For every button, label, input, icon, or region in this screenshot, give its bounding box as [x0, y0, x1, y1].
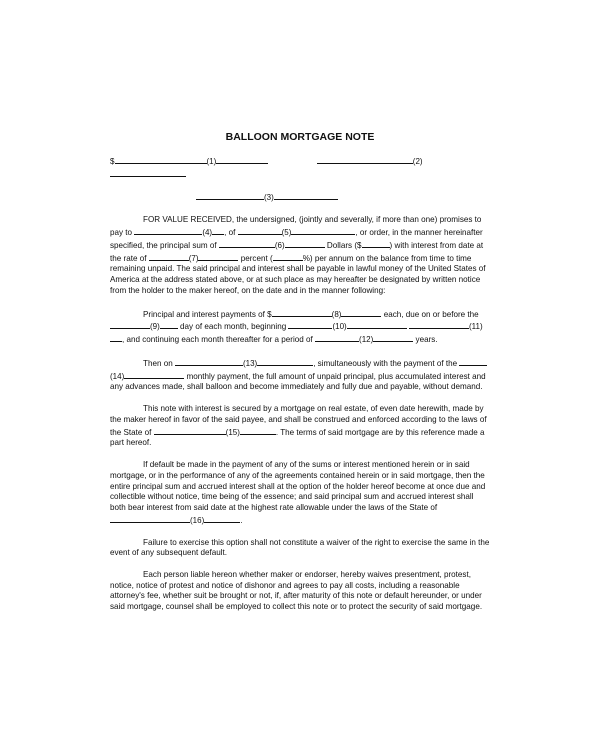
blank-field-10[interactable]	[288, 320, 332, 329]
paragraph-balloon: Then on (13) , simultaneously with the payment of the (14) monthly payment, the full amount of unpaid principal, plus accumulated interest and any advances made, shall balloon and become immediately and fully due and payable, without demand.	[110, 358, 486, 392]
document-title: BALLOON MORTGAGE NOTE	[225, 131, 375, 143]
blank-field-1[interactable]	[115, 155, 207, 164]
blank-field-6[interactable]	[219, 239, 275, 248]
blank-field-3[interactable]	[196, 191, 264, 200]
paragraph-secured: This note with interest is secured by a mortgage on real estate, of even date herewith, made by the maker hereof in favor of the said payee, and shall be construed and enforced according to the laws of the State of (15) . The terms of said mortgage are by this reference made a part hereof.	[110, 403, 487, 448]
paragraph-waiver: Failure to exercise this option shall not constitute a waiver of the right to exercise the same in the event of any subsequent default.	[110, 537, 490, 558]
paragraph-default: If default be made in the payment of any of the sums or interest mentioned herein or in said mortgage, or in the performance of any of the agreements contained herein or in said mortgage, then the entire principal sum and accrued interest shall at the option of the holder hereof become at once due and collectible without notice, time being of the essence; and said principal sum and accrued interest shall both bear interest from said date at the highest rate allowable under the laws of the State of (16) .	[110, 459, 486, 525]
blank-field-15[interactable]	[154, 426, 226, 435]
blank-field-13[interactable]	[175, 357, 243, 366]
blank-field-4[interactable]	[134, 226, 202, 235]
paragraph-value-received: FOR VALUE RECEIVED, the undersigned, (jointly and severally, if more than one) promises to pay to (4) , of (5) , or order, in the manner hereinafter specified, the principal sum of (6) Dollars ($ ) with interest from date at the rate of (7) percent ( %) per annum on the balance from time to time remaining unpaid. The said principal and interest shall be payable in lawful money of the United States of America at the address stated above, or at such place as may hereafter be designated by written notice from the holder to the maker hereof, on the date and in the manner following:	[110, 215, 486, 295]
paragraph-payments: Principal and interest payments of $ (8) each, due on or before the (9) day of each month, beginning (10) (11), and continuing each month thereafter for a period of (12) years.	[110, 308, 490, 346]
blank-field-6-amount[interactable]	[362, 239, 390, 248]
header-line-2: (3)	[110, 191, 490, 204]
blank-field-11[interactable]	[409, 320, 469, 329]
paragraph-costs: Each person liable hereon whether maker or endorser, hereby waives presentment, protest, notice, notice of protest and notice of dishonor and agrees to pay all costs, including a reasonable attorney's fee, whether suit be brought or not, if, after maturity of this note or default hereunder, or under said mortgage, counsel shall be employed to collect this note or to protect the security of said mortgage.	[110, 569, 483, 612]
blank-field-16[interactable]	[110, 514, 190, 523]
blank-field-8[interactable]	[272, 308, 332, 317]
blank-field-5[interactable]	[238, 226, 282, 235]
blank-field-7-percent[interactable]	[273, 252, 303, 261]
blank-field-14[interactable]	[459, 357, 487, 366]
blank-field-12[interactable]	[315, 333, 359, 342]
blank-field-7[interactable]	[149, 252, 189, 261]
blank-field-3-tail[interactable]	[274, 191, 338, 200]
blank-field-1-tail[interactable]	[216, 155, 268, 164]
blank-field-2[interactable]	[317, 155, 413, 164]
header-line-1: $ (1) (2)	[110, 155, 490, 181]
blank-field-9[interactable]	[110, 320, 150, 329]
blank-field-2-tail[interactable]	[110, 168, 186, 177]
currency-symbol: $	[110, 156, 115, 166]
